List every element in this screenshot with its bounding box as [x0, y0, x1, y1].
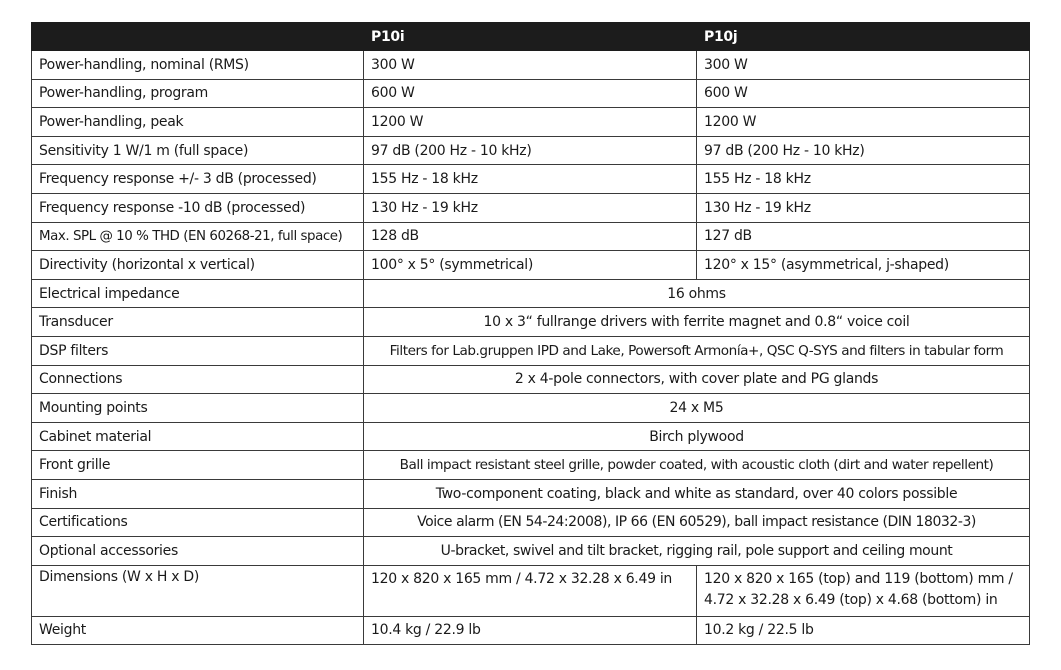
row-label: Front grille — [32, 451, 364, 480]
table-row — [32, 451, 1030, 480]
cell-p10i: 130 Hz - 19 kHz — [364, 193, 697, 222]
row-label: Frequency response -10 dB (processed) — [32, 193, 364, 222]
cell-p10i: 155 Hz - 18 kHz — [364, 165, 697, 194]
spec-table — [31, 22, 1030, 645]
table-row — [32, 422, 1030, 451]
cell-p10i: 1200 W — [364, 108, 697, 137]
cell-shared: 2 x 4-pole connectors, with cover plate and PG glands — [364, 365, 1030, 394]
cell-p10j: 130 Hz - 19 kHz — [697, 193, 1030, 222]
row-label: Electrical impedance — [32, 279, 364, 308]
row-label: Power-handling, nominal (RMS) — [32, 51, 364, 80]
table-row — [32, 193, 1030, 222]
cell-shared: U-bracket, swivel and tilt bracket, rigging rail, pole support and ceiling mount — [364, 537, 1030, 566]
row-label: Certifications — [32, 508, 364, 537]
table-row — [32, 508, 1030, 537]
cell-p10i: 97 dB (200 Hz - 10 kHz) — [364, 136, 697, 165]
cell-shared: Ball impact resistant steel grille, powder coated, with acoustic cloth (dirt and water repellent) — [364, 451, 1030, 480]
cell-p10j: 120° x 15° (asymmetrical, j-shaped) — [697, 251, 1030, 280]
header-row — [32, 23, 1030, 51]
table-row — [32, 479, 1030, 508]
table-row — [32, 565, 1030, 616]
cell-shared: 16 ohms — [364, 279, 1030, 308]
row-label: Frequency response +/- 3 dB (processed) — [32, 165, 364, 194]
table-row — [32, 336, 1030, 365]
table-row — [32, 165, 1030, 194]
cell-shared: Filters for Lab.gruppen IPD and Lake, Powersoft Armonía+, QSC Q-SYS and filters in tabular form — [364, 336, 1030, 365]
row-label: Transducer — [32, 308, 364, 337]
cell-p10j: 97 dB (200 Hz - 10 kHz) — [697, 136, 1030, 165]
table-row — [32, 51, 1030, 80]
row-label: Finish — [32, 479, 364, 508]
row-label: Mounting points — [32, 394, 364, 423]
cell-p10j: 10.2 kg / 22.5 lb — [697, 616, 1030, 645]
cell-p10i: 120 x 820 x 165 mm / 4.72 x 32.28 x 6.49 in — [364, 565, 697, 616]
row-label: Sensitivity 1 W/1 m (full space) — [32, 136, 364, 165]
table-row — [32, 365, 1030, 394]
table-row — [32, 279, 1030, 308]
table-row — [32, 222, 1030, 251]
header-model-p10i: P10i — [364, 23, 697, 51]
row-label: Power-handling, program — [32, 79, 364, 108]
row-label: Directivity (horizontal x vertical) — [32, 251, 364, 280]
cell-p10j: 1200 W — [697, 108, 1030, 137]
table-row — [32, 79, 1030, 108]
header-label-cell — [32, 23, 364, 51]
table-row — [32, 108, 1030, 137]
cell-p10j: 120 x 820 x 165 (top) and 119 (bottom) mm / 4.72 x 32.28 x 6.49 (top) x 4.68 (bottom) in — [697, 565, 1030, 616]
cell-p10j: 600 W — [697, 79, 1030, 108]
cell-p10j: 155 Hz - 18 kHz — [697, 165, 1030, 194]
row-label: DSP filters — [32, 336, 364, 365]
cell-p10i: 128 dB — [364, 222, 697, 251]
table-row — [32, 394, 1030, 423]
cell-p10j: 300 W — [697, 51, 1030, 80]
row-label: Max. SPL @ 10 % THD (EN 60268-21, full space) — [32, 222, 364, 251]
header-model-p10j: P10j — [697, 23, 1030, 51]
cell-shared: 10 x 3“ fullrange drivers with ferrite magnet and 0.8“ voice coil — [364, 308, 1030, 337]
row-label: Dimensions (W x H x D) — [32, 565, 364, 616]
cell-shared: Voice alarm (EN 54-24:2008), IP 66 (EN 60529), ball impact resistance (DIN 18032-3) — [364, 508, 1030, 537]
cell-p10i: 10.4 kg / 22.9 lb — [364, 616, 697, 645]
table-row — [32, 537, 1030, 566]
cell-shared: Birch plywood — [364, 422, 1030, 451]
table-row — [32, 616, 1030, 645]
row-label: Optional accessories — [32, 537, 364, 566]
cell-p10i: 100° x 5° (symmetrical) — [364, 251, 697, 280]
table-row — [32, 308, 1030, 337]
row-label: Weight — [32, 616, 364, 645]
cell-p10i: 300 W — [364, 51, 697, 80]
row-label: Connections — [32, 365, 364, 394]
cell-shared: 24 x M5 — [364, 394, 1030, 423]
row-label: Power-handling, peak — [32, 108, 364, 137]
cell-shared: Two-component coating, black and white as standard, over 40 colors possible — [364, 479, 1030, 508]
table-row — [32, 251, 1030, 280]
cell-p10i: 600 W — [364, 79, 697, 108]
row-label: Cabinet material — [32, 422, 364, 451]
table-row — [32, 136, 1030, 165]
cell-p10j: 127 dB — [697, 222, 1030, 251]
